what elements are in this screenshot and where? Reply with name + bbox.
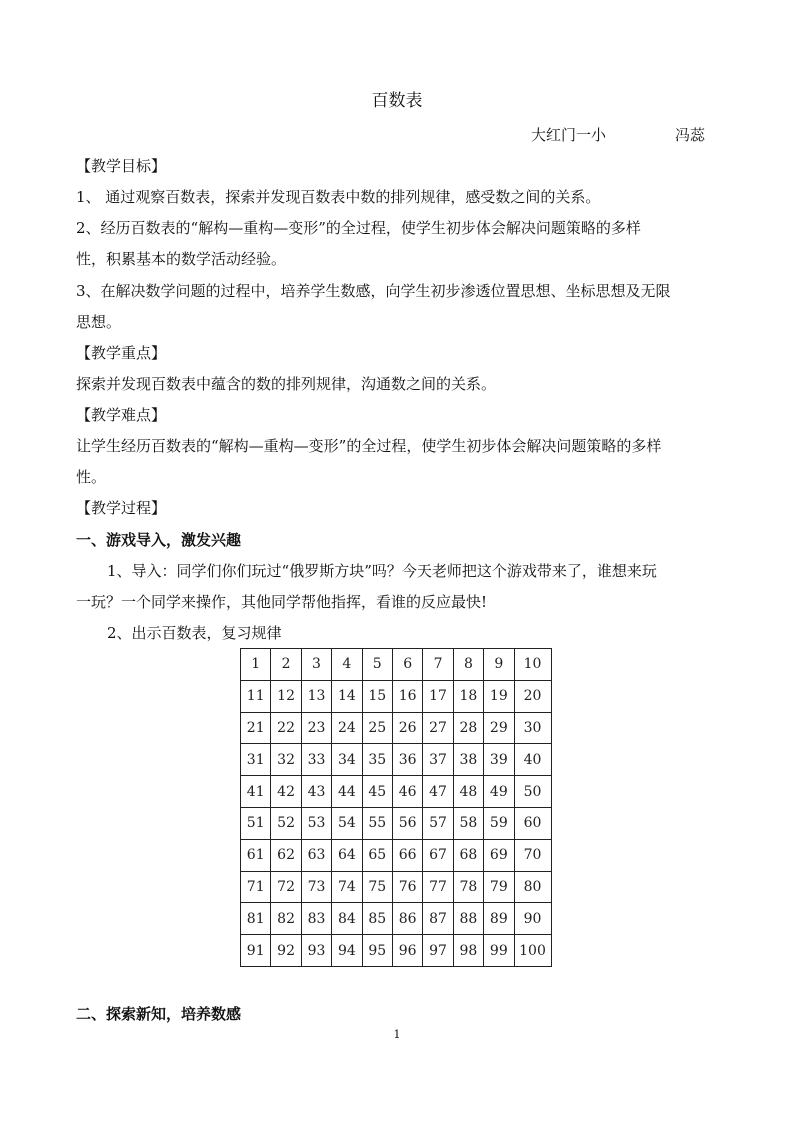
- table-cell: 62: [271, 839, 301, 871]
- table-cell: 40: [514, 744, 551, 776]
- table-cell: 36: [392, 744, 422, 776]
- table-cell: 86: [392, 903, 422, 935]
- part2-heading: 二、探索新知，培养数感: [76, 1005, 242, 1023]
- table-cell: 81: [241, 903, 271, 935]
- table-cell: 70: [514, 839, 551, 871]
- table-cell: 29: [484, 712, 514, 744]
- table-cell: 48: [453, 776, 483, 808]
- table-row: [241, 935, 552, 967]
- table-cell: 92: [271, 935, 301, 967]
- table-cell: 39: [484, 744, 514, 776]
- table-cell: 91: [241, 935, 271, 967]
- page-number: 1: [393, 1028, 401, 1041]
- table-cell: 94: [332, 935, 362, 967]
- table-cell: 18: [453, 680, 483, 712]
- table-cell: 54: [332, 807, 362, 839]
- table-cell: 61: [241, 839, 271, 871]
- author-name: 冯蕊: [675, 126, 706, 144]
- table-cell: 51: [241, 807, 271, 839]
- table-cell: 90: [514, 903, 551, 935]
- table-cell: 35: [362, 744, 392, 776]
- table-cell: 88: [453, 903, 483, 935]
- table-cell: 79: [484, 871, 514, 903]
- table-cell: 87: [423, 903, 453, 935]
- table-cell: 72: [271, 871, 301, 903]
- key-points-text: 探索并发现百数表中蕴含的数的排列规律，沟通数之间的关系。: [76, 375, 497, 393]
- table-row: [241, 871, 552, 903]
- table-cell: 1: [241, 649, 271, 681]
- table-cell: 55: [362, 807, 392, 839]
- table-cell: 56: [392, 807, 422, 839]
- table-cell: 32: [271, 744, 301, 776]
- table-cell: 24: [332, 712, 362, 744]
- table-cell: 58: [453, 807, 483, 839]
- table-cell: 85: [362, 903, 392, 935]
- table-cell: 17: [423, 680, 453, 712]
- author-school: 大红门一小: [531, 126, 607, 144]
- hundred-table: [240, 648, 552, 967]
- table-row: [241, 807, 552, 839]
- table-cell: 45: [362, 776, 392, 808]
- table-cell: 4: [332, 649, 362, 681]
- author-line: [531, 124, 706, 145]
- table-row: [241, 680, 552, 712]
- table-cell: 38: [453, 744, 483, 776]
- table-cell: 49: [484, 776, 514, 808]
- table-cell: 12: [271, 680, 301, 712]
- table-cell: 82: [271, 903, 301, 935]
- table-cell: 30: [514, 712, 551, 744]
- table-cell: 22: [271, 712, 301, 744]
- table-cell: 20: [514, 680, 551, 712]
- table-cell: 42: [271, 776, 301, 808]
- table-cell: 83: [301, 903, 331, 935]
- table-cell: 31: [241, 744, 271, 776]
- table-cell: 15: [362, 680, 392, 712]
- table-cell: 46: [392, 776, 422, 808]
- table-cell: 34: [332, 744, 362, 776]
- table-cell: 63: [301, 839, 331, 871]
- table-cell: 5: [362, 649, 392, 681]
- objective-line: 思想。: [76, 313, 122, 331]
- objective-line: 1、 通过观察百数表，探索并发现百数表中数的排列规律，感受数之间的关系。: [76, 188, 601, 206]
- objective-line: 2、经历百数表的“解构—重构—变形”的全过程，使学生初步体会解决问题策略的多样: [76, 219, 641, 237]
- page-title: 百数表: [371, 91, 423, 111]
- difficulties-heading: 【教学难点】: [76, 406, 167, 424]
- table-row: [241, 649, 552, 681]
- table-cell: 47: [423, 776, 453, 808]
- table-row: [241, 903, 552, 935]
- table-cell: 16: [392, 680, 422, 712]
- table-cell: 14: [332, 680, 362, 712]
- table-cell: 57: [423, 807, 453, 839]
- table-cell: 76: [392, 871, 422, 903]
- table-cell: 84: [332, 903, 362, 935]
- table-cell: 71: [241, 871, 271, 903]
- table-cell: 8: [453, 649, 483, 681]
- objectives-heading: 【教学目标】: [76, 157, 167, 175]
- table-cell: 73: [301, 871, 331, 903]
- table-cell: 64: [332, 839, 362, 871]
- table-cell: 37: [423, 744, 453, 776]
- table-cell: 60: [514, 807, 551, 839]
- table-row: [241, 744, 552, 776]
- table-cell: 26: [392, 712, 422, 744]
- table-cell: 41: [241, 776, 271, 808]
- table-cell: 59: [484, 807, 514, 839]
- table-cell: 68: [453, 839, 483, 871]
- table-cell: 67: [423, 839, 453, 871]
- table-cell: 13: [301, 680, 331, 712]
- table-cell: 99: [484, 935, 514, 967]
- table-cell: 9: [484, 649, 514, 681]
- table-cell: 52: [271, 807, 301, 839]
- table-cell: 10: [514, 649, 551, 681]
- table-cell: 19: [484, 680, 514, 712]
- table-cell: 93: [301, 935, 331, 967]
- table-row: [241, 712, 552, 744]
- table-cell: 77: [423, 871, 453, 903]
- table-cell: 98: [453, 935, 483, 967]
- table-cell: 43: [301, 776, 331, 808]
- table-cell: 53: [301, 807, 331, 839]
- difficulties-line: 让学生经历百数表的“解构—重构—变形”的全过程，使学生初步体会解决问题策略的多样: [76, 437, 662, 455]
- table-cell: 21: [241, 712, 271, 744]
- process-heading: 【教学过程】: [76, 499, 167, 517]
- objective-line: 3、在解决数学问题的过程中，培养学生数感，向学生初步渗透位置思想、坐标思想及无限: [76, 282, 671, 300]
- part1-line: 一玩？一个同学来操作，其他同学帮他指挥，看谁的反应最快!: [76, 593, 488, 611]
- table-cell: 80: [514, 871, 551, 903]
- objective-line: 性，积累基本的数学活动经验。: [76, 250, 287, 268]
- difficulties-line: 性。: [76, 468, 107, 486]
- part1-heading: 一、游戏导入，激发兴趣: [76, 531, 242, 549]
- table-cell: 75: [362, 871, 392, 903]
- table-cell: 23: [301, 712, 331, 744]
- table-cell: 96: [392, 935, 422, 967]
- key-points-heading: 【教学重点】: [76, 344, 167, 362]
- table-cell: 66: [392, 839, 422, 871]
- table-cell: 28: [453, 712, 483, 744]
- table-cell: 27: [423, 712, 453, 744]
- table-cell: 65: [362, 839, 392, 871]
- table-cell: 100: [514, 935, 551, 967]
- table-cell: 33: [301, 744, 331, 776]
- table-cell: 7: [423, 649, 453, 681]
- table-cell: 44: [332, 776, 362, 808]
- table-cell: 25: [362, 712, 392, 744]
- table-cell: 6: [392, 649, 422, 681]
- table-cell: 97: [423, 935, 453, 967]
- table-cell: 95: [362, 935, 392, 967]
- table-cell: 69: [484, 839, 514, 871]
- table-cell: 74: [332, 871, 362, 903]
- table-cell: 78: [453, 871, 483, 903]
- part1-item2: 2、出示百数表，复习规律: [107, 624, 282, 642]
- table-row: [241, 776, 552, 808]
- table-cell: 11: [241, 680, 271, 712]
- table-cell: 3: [301, 649, 331, 681]
- part1-line: 1、导入：同学们你们玩过“俄罗斯方块”吗？今天老师把这个游戏带来了，谁想来玩: [107, 562, 657, 580]
- table-row: [241, 839, 552, 871]
- table-cell: 2: [271, 649, 301, 681]
- table-cell: 50: [514, 776, 551, 808]
- table-cell: 89: [484, 903, 514, 935]
